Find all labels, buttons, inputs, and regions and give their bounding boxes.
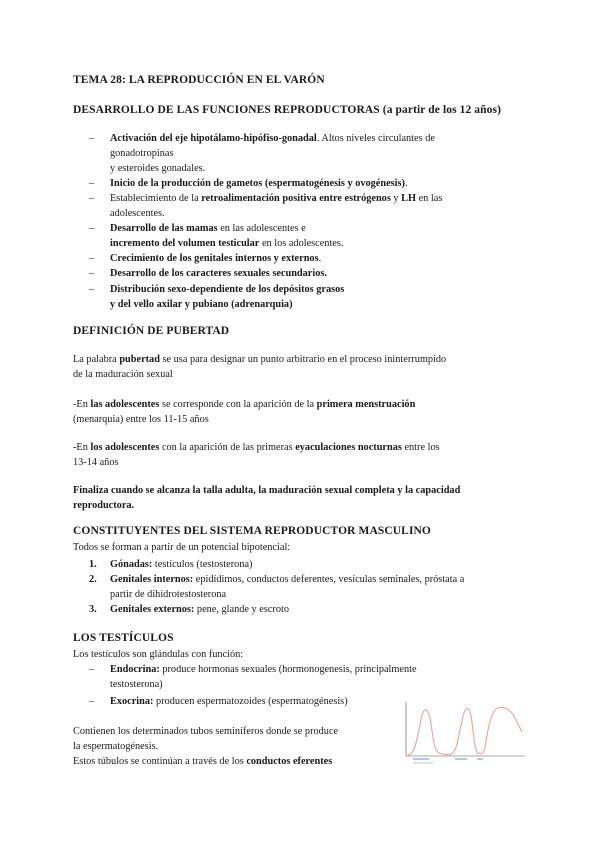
paragraph-tubulos: Estos túbulos se continúan a través de los conductos eferentes: [73, 756, 333, 767]
list-item-grasos-line2: y del vello axilar y pubiano (adrenarquia): [110, 299, 293, 310]
paragraph-testiculos-intro: Los testículos son glándulas con función:: [73, 649, 244, 660]
section-heading-constituyentes: CONSTITUYENTES DEL SISTEMA REPRODUCTOR MASCULINO: [73, 525, 431, 537]
list-dash: –: [89, 268, 95, 279]
list-dash: –: [89, 193, 95, 204]
list-item-endocrina-line2: testosterona): [110, 679, 163, 690]
list-item-internos-line2: partir de dihidrotestosterona: [110, 589, 227, 600]
paragraph-constituyentes-intro: Todos se forman a partir de un potencial bipotencial:: [73, 542, 291, 553]
list-item-genitales: Crecimiento de los genitales internos y externos.: [110, 253, 322, 264]
paragraph-finaliza-line2: reproductora.: [73, 500, 135, 511]
section-heading-desarrollo: DESARROLLO DE LAS FUNCIONES REPRODUCTORAS (a partir de los 12 años): [73, 104, 502, 116]
list-item-retroalimentacion-line2: adolescentes.: [110, 208, 165, 219]
paragraph-adolescentes-f: -En las adolescentes se corresponde con la aparición de la primera menstruación: [73, 399, 416, 410]
list-item-grasos: Distribución sexo-dependiente de los depósitos grasos: [110, 284, 345, 295]
section-heading-testiculos: LOS TESTÍCULOS: [73, 632, 174, 644]
section-heading-pubertad: DEFINICIÓN DE PUBERTAD: [73, 325, 230, 337]
list-number: 3.: [89, 604, 97, 615]
list-dash: –: [89, 253, 95, 264]
page-title: TEMA 28: LA REPRODUCCIÓN EN EL VARÓN: [73, 74, 325, 86]
figure-curve-3: [485, 707, 522, 748]
list-dash: –: [89, 284, 95, 295]
list-item-eje-line3: y esteroides gonadales.: [110, 163, 206, 174]
list-dash: –: [89, 223, 95, 234]
list-item-retroalimentacion: Establecimiento de la retroalimentación positiva entre estrógenos y LH en las: [110, 193, 443, 204]
paragraph-pubertad-line2: de la maduración sexual: [73, 369, 173, 380]
figure-curve-1: [408, 710, 451, 755]
list-number: 2.: [89, 574, 97, 585]
paragraph-tubos-line2: la espermatogénesis.: [73, 741, 159, 752]
list-item-mamas: Desarrollo de las mamas en las adolescentes e: [110, 223, 306, 234]
list-item-exocrina: Exocrina: producen espermatozoides (espermatogénesis): [110, 696, 348, 707]
list-item-caracteres: Desarrollo de los caracteres sexuales secundarios.: [110, 268, 327, 279]
list-item-gonadas: Gónadas: testículos (testosterona): [110, 559, 253, 570]
paragraph-adolescentes-m-line2: 13-14 años: [73, 457, 119, 468]
paragraph-adolescentes-m: -En los adolescentes con la aparición de las primeras eyaculaciones nocturnas entre los: [73, 442, 440, 453]
paragraph-finaliza: Finaliza cuando se alcanza la talla adulta, la maduración sexual completa y la capacidad: [73, 485, 461, 496]
list-dash: –: [89, 178, 95, 189]
list-item-gametos: Inicio de la producción de gametos (espermatogénesis y ovogénesis).: [110, 178, 408, 189]
list-dash: –: [89, 133, 95, 144]
paragraph-adolescentes-f-line2: (menarquia) entre los 11-15 años: [73, 414, 209, 425]
list-dash: –: [89, 664, 95, 675]
list-item-mamas-line2: incremento del volumen testicular en los adolescentes.: [110, 238, 344, 249]
paragraph-tubos: Contienen los determinados tubos seminíferos donde se produce: [73, 726, 339, 737]
figure-curve-2: [451, 709, 485, 755]
list-item-externos: Genitales externos: pene, glande y escroto: [110, 604, 289, 615]
list-number: 1.: [89, 559, 97, 570]
list-dash: –: [89, 696, 95, 707]
list-item-eje-line2: gonadotropinas: [110, 148, 174, 159]
paragraph-pubertad: La palabra pubertad se usa para designar un punto arbitrario en el proceso ininterrumpido: [73, 354, 447, 365]
list-item-internos: Genitales internos: epidídimos, conductos deferentes, vesículas seminales, próstata a: [110, 574, 465, 585]
list-item-endocrina: Endocrina: produce hormonas sexuales (hormonogenesis, principalmente: [110, 664, 417, 675]
list-item-eje: Activación del eje hipotálamo-hipófiso-gonadal. Altos niveles circulantes de: [110, 133, 435, 144]
hormone-curve-figure: [403, 698, 528, 770]
